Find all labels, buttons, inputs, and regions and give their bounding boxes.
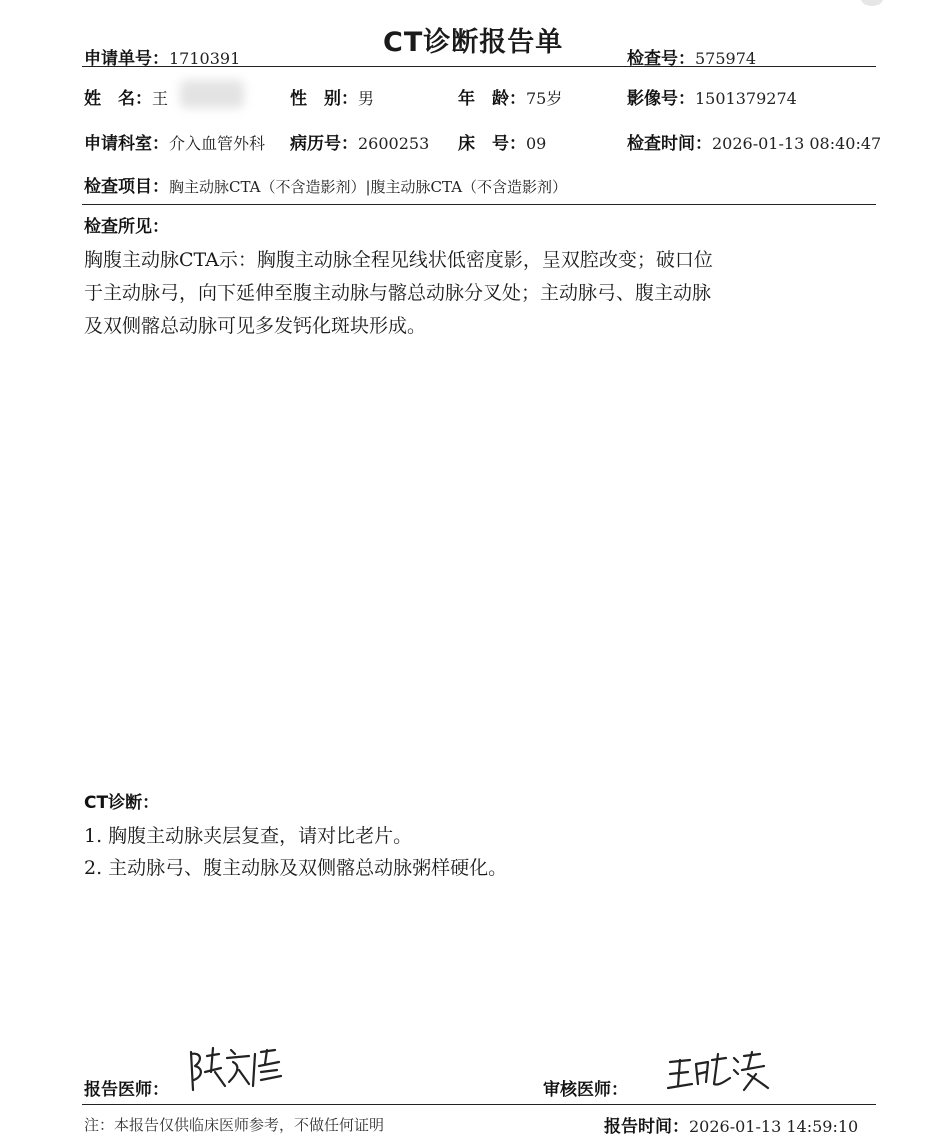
image-no-label: 影像号： [627,89,695,109]
age-value: 75岁 [526,89,563,108]
findings-text [84,244,713,343]
exam-no-value: 575974 [695,49,757,68]
report-time-value: 2026-01-13 14:59:10 [689,1117,859,1136]
name-label: 姓 名： [84,89,152,109]
diagnosis-item: 1. 胸腹主动脉夹层复查，请对比老片。 [84,825,413,847]
bed-field [458,129,546,154]
exam-item-value: 胸主动脉CTA（不含造影剂）|腹主动脉CTA（不含造影剂） [169,178,568,196]
sex-value: 男 [358,89,375,108]
sex-field [290,84,374,109]
dept-field [84,129,265,154]
diagnosis-item: 2. 主动脉弓、腹主动脉及双侧髂总动脉粥样硬化。 [84,857,508,879]
exam-time-label: 检查时间： [627,134,712,154]
record-value: 2600253 [358,134,430,153]
image-no-value: 1501379274 [695,89,797,108]
record-field [290,129,429,154]
request-no-value: 1710391 [169,49,241,68]
disclaimer-note: 注：本报告仅供临床医师参考，不做任何证明 [84,1116,385,1134]
corner-artifact [861,0,883,6]
reporter-signature [185,1042,290,1098]
exam-no-label: 检查号： [627,49,695,69]
name-field [84,84,168,109]
image-no-field [627,84,797,109]
name-redaction-blur [180,80,244,108]
dept-label: 申请科室： [84,134,169,154]
findings-line: 及双侧髂总动脉可见多发钙化斑块形成。 [84,315,427,337]
reviewer-label: 审核医师： [543,1080,628,1100]
record-label: 病历号： [290,134,358,154]
exam-item-field [84,172,567,197]
reporter-label: 报告医师： [84,1080,169,1100]
findings-line: 胸腹主动脉CTA示：胸腹主动脉全程见线状低密度影，呈双腔改变；破口位 [84,249,713,271]
exam-time-field [627,129,881,154]
info-divider [82,204,876,205]
findings-label: 检查所见： [84,217,169,237]
reviewer-signature [664,1048,772,1098]
report-time-field [604,1112,858,1137]
report-time-label: 报告时间： [604,1117,689,1137]
bed-value: 09 [526,134,547,153]
request-no-label: 申请单号： [84,49,169,69]
findings-line: 于主动脉弓，向下延伸至腹主动脉与髂总动脉分叉处；主动脉弓、腹主动脉 [84,282,712,304]
age-label: 年 龄： [458,89,526,109]
exam-time-value: 2026-01-13 08:40:47 [712,134,882,153]
name-value: 王 [152,89,169,108]
diagnosis-label: CT诊断： [84,793,160,813]
page-title: CT诊断报告单 [383,27,564,58]
sex-label: 性 别： [290,89,358,109]
age-field [458,84,562,109]
exam-item-label: 检查项目： [84,177,169,197]
bed-label: 床 号： [458,134,526,154]
dept-value: 介入血管外科 [169,134,266,153]
header-divider [82,66,876,67]
footer-divider [82,1104,876,1105]
diagnosis-list [84,820,507,884]
